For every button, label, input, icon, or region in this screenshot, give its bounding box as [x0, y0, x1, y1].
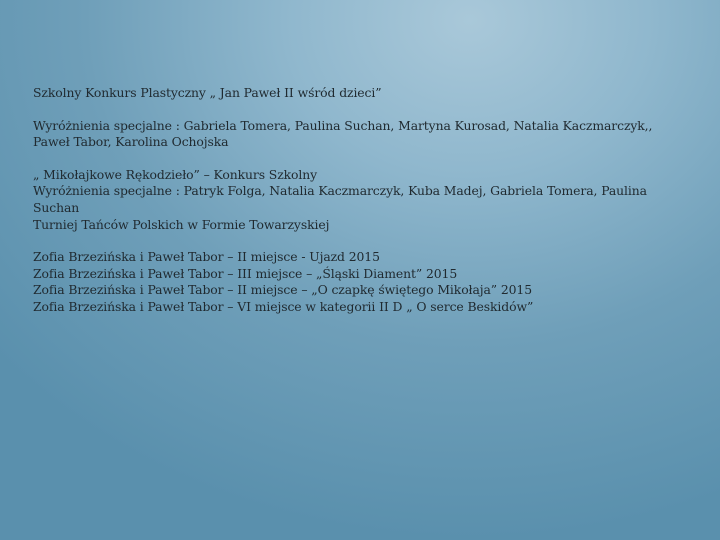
text-line: Zofia Brzezińska i Paweł Tabor – II miejsce - Ujazd 2015 — [33, 249, 380, 265]
paragraph-rekodzielo-turniej — [33, 167, 688, 233]
text-line: „ Mikołajkowe Rękodzieło” – Konkurs Szkolny — [33, 166, 318, 182]
paragraph-konkurs-plastyczny — [33, 85, 688, 102]
slide-body-text — [33, 85, 688, 316]
text-line: Wyróżnienia specjalne : Gabriela Tomera, Paulina Suchan, Martyna Kurosad, Natalia Kaczmarczyk,, Paweł Tabor, Karolina Ochojska — [33, 117, 653, 150]
paragraph-wyroznienia-plastyczny — [33, 118, 688, 151]
text-line: Wyróżnienia specjalne : Patryk Folga, Natalia Kaczmarczyk, Kuba Madej, Gabriela Tomera, Paulina Suchan — [33, 183, 647, 215]
paragraph-wyniki-tanca — [33, 249, 688, 315]
text-line: Zofia Brzezińska i Paweł Tabor – III miejsce – „Śląski Diament” 2015 — [33, 265, 458, 281]
text-line: Szkolny Konkurs Plastyczny „ Jan Paweł II wśród dzieci” — [33, 85, 382, 100]
text-line: Zofia Brzezińska i Paweł Tabor – VI miejsce w kategorii II D „ O serce Beskidów” — [33, 298, 534, 314]
text-line: Turniej Tańców Polskich w Formie Towarzyskiej — [33, 216, 330, 232]
text-line: Zofia Brzezińska i Paweł Tabor – II miejsce – „O czapkę świętego Mikołaja” 2015 — [33, 282, 532, 298]
